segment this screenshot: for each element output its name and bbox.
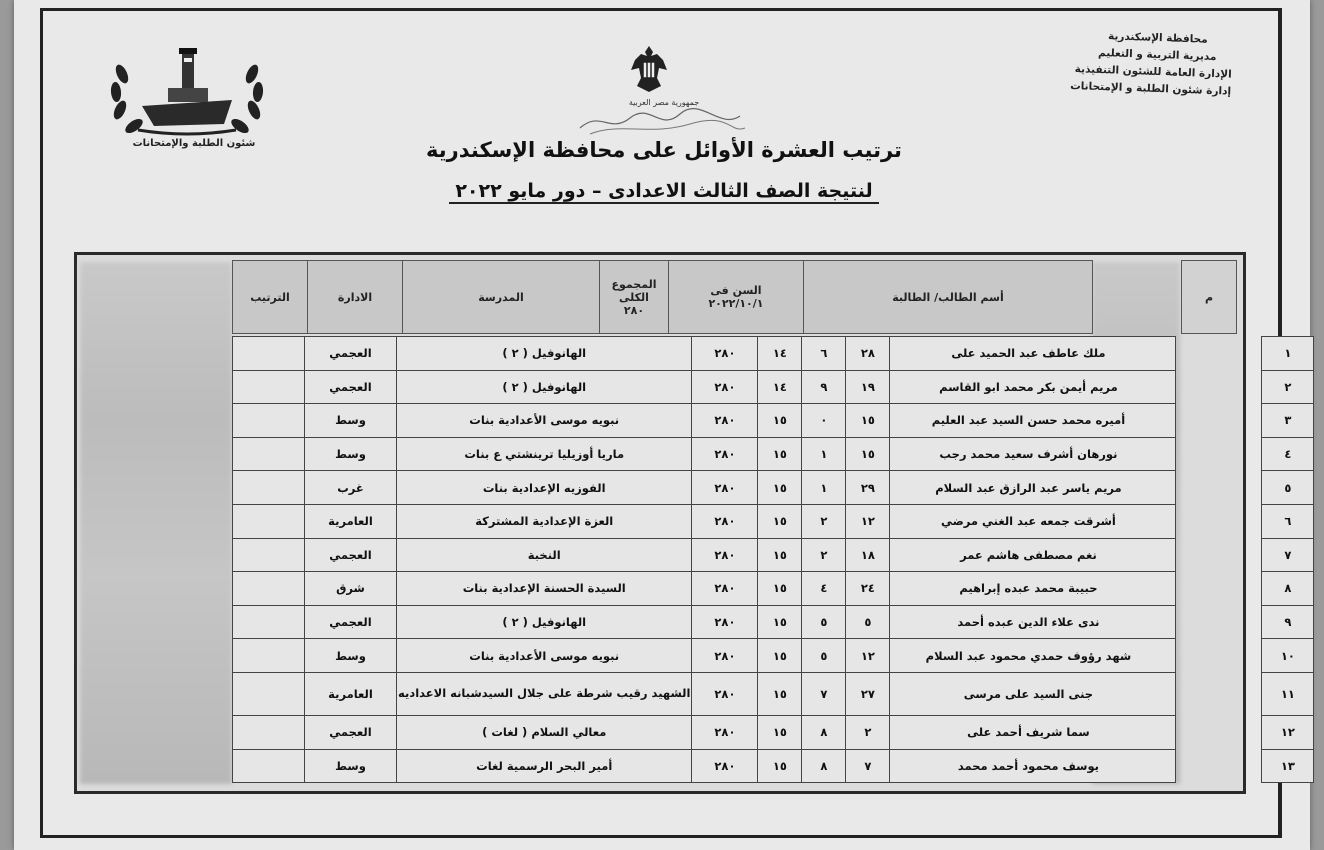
total-score: ٢٨٠ bbox=[692, 337, 758, 371]
age-months: ٨ bbox=[802, 715, 846, 749]
age-months: ٦ bbox=[802, 337, 846, 371]
age-days: ١٢ bbox=[846, 639, 890, 673]
student-name: يوسف محمود أحمد محمد bbox=[890, 749, 1176, 783]
redacted-cell bbox=[1176, 749, 1262, 783]
administration: العجمي bbox=[305, 337, 397, 371]
age-days: ١٢ bbox=[846, 504, 890, 538]
header-total-label: المجموع الكلى bbox=[611, 277, 657, 304]
administration: وسط bbox=[305, 749, 397, 783]
student-name: نغم مصطفى هاشم عمر bbox=[890, 538, 1176, 572]
table-row bbox=[233, 672, 1314, 715]
age-months: ٢ bbox=[802, 538, 846, 572]
administration: العجمي bbox=[305, 715, 397, 749]
redacted-cell bbox=[1176, 437, 1262, 471]
age-days: ٢٧ bbox=[846, 672, 890, 715]
school-name: العزة الإعدادية المشتركة bbox=[397, 504, 692, 538]
age-months: ٨ bbox=[802, 749, 846, 783]
row-index: ٤ bbox=[1262, 437, 1314, 471]
header-rank: الترتيب bbox=[233, 261, 308, 334]
age-years: ١٥ bbox=[758, 572, 802, 606]
rank-cell bbox=[233, 749, 305, 783]
administration: العجمي bbox=[305, 605, 397, 639]
total-score: ٢٨٠ bbox=[692, 404, 758, 438]
header-admin: الادارة bbox=[308, 261, 403, 334]
redacted-cell bbox=[1176, 471, 1262, 505]
age-months: ٩ bbox=[802, 370, 846, 404]
table-row bbox=[233, 715, 1314, 749]
age-days: ١٥ bbox=[846, 437, 890, 471]
school-name: الفوزيه الإعدادية بنات bbox=[397, 471, 692, 505]
age-years: ١٥ bbox=[758, 715, 802, 749]
rank-cell bbox=[233, 370, 305, 404]
age-months: ٤ bbox=[802, 572, 846, 606]
row-index: ١٠ bbox=[1262, 639, 1314, 673]
age-days: ٧ bbox=[846, 749, 890, 783]
table-row bbox=[233, 471, 1314, 505]
rank-cell bbox=[233, 572, 305, 606]
header-total bbox=[600, 261, 669, 334]
school-name: النخبة bbox=[397, 538, 692, 572]
redacted-cell bbox=[1176, 672, 1262, 715]
table-row bbox=[233, 404, 1314, 438]
document-subtitle-text: لنتيجة الصف الثالث الاعدادى – دور مايو ٢٠٢٢ bbox=[449, 180, 878, 204]
age-years: ١٤ bbox=[758, 370, 802, 404]
school-name: أمير البحر الرسمية لغات bbox=[397, 749, 692, 783]
age-days: ١٩ bbox=[846, 370, 890, 404]
row-index: ٨ bbox=[1262, 572, 1314, 606]
rank-cell bbox=[233, 437, 305, 471]
rank-cell bbox=[233, 538, 305, 572]
total-score: ٢٨٠ bbox=[692, 639, 758, 673]
eagle-emblem-icon bbox=[624, 42, 674, 100]
age-days: ٢٩ bbox=[846, 471, 890, 505]
redacted-cell bbox=[1176, 404, 1262, 438]
student-name: أشرقت جمعه عبد الغني مرضي bbox=[890, 504, 1176, 538]
document-title: ترتيب العشرة الأوائل على محافظة الإسكندرية bbox=[426, 138, 902, 162]
authority-line: محافظة الإسكندرية bbox=[1107, 30, 1208, 46]
row-index: ٥ bbox=[1262, 471, 1314, 505]
header-age bbox=[669, 261, 804, 334]
table-row bbox=[233, 749, 1314, 783]
results-table-header bbox=[232, 260, 1237, 334]
age-months: ٢ bbox=[802, 504, 846, 538]
total-score: ٢٨٠ bbox=[692, 504, 758, 538]
row-index: ٩ bbox=[1262, 605, 1314, 639]
age-years: ١٥ bbox=[758, 672, 802, 715]
signature-scribble bbox=[570, 104, 750, 138]
total-score: ٢٨٠ bbox=[692, 672, 758, 715]
header-school: المدرسة bbox=[403, 261, 600, 334]
table-row bbox=[233, 605, 1314, 639]
authority-line: إدارة شئون الطلبة و الإمتحانات bbox=[1069, 79, 1232, 98]
school-name: السيدة الحسنة الإعدادية بنات bbox=[397, 572, 692, 606]
age-months: ٧ bbox=[802, 672, 846, 715]
age-years: ١٥ bbox=[758, 437, 802, 471]
row-index: ١١ bbox=[1262, 672, 1314, 715]
redacted-cell bbox=[1176, 715, 1262, 749]
rank-cell bbox=[233, 639, 305, 673]
age-years: ١٤ bbox=[758, 337, 802, 371]
age-years: ١٥ bbox=[758, 538, 802, 572]
authority-line: مديرية التربية و التعليم bbox=[1097, 46, 1217, 64]
total-score: ٢٨٠ bbox=[692, 572, 758, 606]
total-score: ٢٨٠ bbox=[692, 749, 758, 783]
rank-cell bbox=[233, 471, 305, 505]
row-index: ١٢ bbox=[1262, 715, 1314, 749]
table-row bbox=[233, 370, 1314, 404]
administration: شرق bbox=[305, 572, 397, 606]
student-name: مريم أيمن بكر محمد ابو القاسم bbox=[890, 370, 1176, 404]
row-index: ٦ bbox=[1262, 504, 1314, 538]
administration: غرب bbox=[305, 471, 397, 505]
student-name: نورهان أشرف سعيد محمد رجب bbox=[890, 437, 1176, 471]
total-score: ٢٨٠ bbox=[692, 437, 758, 471]
student-name: أميره محمد حسن السيد عبد العليم bbox=[890, 404, 1176, 438]
age-days: ٢٨ bbox=[846, 337, 890, 371]
header-total-max: ٢٨٠ bbox=[623, 303, 645, 317]
redacted-cell bbox=[1176, 370, 1262, 404]
results-table-body bbox=[232, 336, 1314, 783]
school-name: نبويه موسى الأعدادية بنات bbox=[397, 404, 692, 438]
administration: وسط bbox=[305, 437, 397, 471]
age-years: ١٥ bbox=[758, 605, 802, 639]
school-name: ماريا أوزيليا ترينشتي ع بنات bbox=[397, 437, 692, 471]
document-subtitle bbox=[394, 180, 934, 202]
school-name: الهانوفيل ( ٢ ) bbox=[397, 605, 692, 639]
header-name: أسم الطالب/ الطالبة bbox=[804, 261, 1093, 334]
lighthouse-ship-wreath-icon bbox=[102, 44, 272, 144]
redacted-cell bbox=[1176, 572, 1262, 606]
age-years: ١٥ bbox=[758, 404, 802, 438]
authority-line: الإدارة العامة للشئون التنفيذية bbox=[1074, 63, 1232, 81]
redacted-cell bbox=[1176, 639, 1262, 673]
row-index: ٧ bbox=[1262, 538, 1314, 572]
redacted-cell bbox=[1176, 337, 1262, 371]
table-row bbox=[233, 504, 1314, 538]
emblem-caption: جمهورية مصر العربية bbox=[628, 98, 700, 107]
rank-cell bbox=[233, 504, 305, 538]
school-name: الهانوفيل ( ٢ ) bbox=[397, 370, 692, 404]
age-years: ١٥ bbox=[758, 639, 802, 673]
administration: العامرية bbox=[305, 672, 397, 715]
table-row bbox=[233, 437, 1314, 471]
redacted-cell bbox=[1176, 504, 1262, 538]
rank-cell bbox=[233, 404, 305, 438]
rank-cell bbox=[233, 605, 305, 639]
administration: العجمي bbox=[305, 538, 397, 572]
age-months: ٥ bbox=[802, 639, 846, 673]
age-years: ١٥ bbox=[758, 504, 802, 538]
administration: العامرية bbox=[305, 504, 397, 538]
school-name: الهانوفيل ( ٢ ) bbox=[397, 337, 692, 371]
row-index: ١٣ bbox=[1262, 749, 1314, 783]
administration: وسط bbox=[305, 639, 397, 673]
row-index: ٢ bbox=[1262, 370, 1314, 404]
age-months: ٠ bbox=[802, 404, 846, 438]
rank-cell bbox=[233, 715, 305, 749]
age-months: ١ bbox=[802, 471, 846, 505]
table-row bbox=[233, 538, 1314, 572]
student-name: سما شريف أحمد على bbox=[890, 715, 1176, 749]
redacted-cell bbox=[1176, 605, 1262, 639]
header-age-label: السن فى bbox=[710, 284, 762, 297]
table-row bbox=[233, 337, 1314, 371]
row-index: ١ bbox=[1262, 337, 1314, 371]
redacted-cell bbox=[1176, 538, 1262, 572]
total-score: ٢٨٠ bbox=[692, 538, 758, 572]
total-score: ٢٨٠ bbox=[692, 605, 758, 639]
school-name: الشهيد رقيب شرطة على جلال السيدشبانه الاعداديه bbox=[397, 672, 692, 715]
administration: وسط bbox=[305, 404, 397, 438]
age-months: ٥ bbox=[802, 605, 846, 639]
redacted-column-left bbox=[80, 262, 232, 784]
age-years: ١٥ bbox=[758, 749, 802, 783]
logo-caption: شئون الطلبة والإمتحانات bbox=[132, 138, 256, 149]
student-name: جنى السيد على مرسى bbox=[890, 672, 1176, 715]
header-index: م bbox=[1182, 261, 1237, 334]
age-years: ١٥ bbox=[758, 471, 802, 505]
age-days: ١٨ bbox=[846, 538, 890, 572]
table-row bbox=[233, 572, 1314, 606]
student-name: مريم ياسر عبد الرازق عبد السلام bbox=[890, 471, 1176, 505]
age-days: ١٥ bbox=[846, 404, 890, 438]
age-months: ١ bbox=[802, 437, 846, 471]
rank-cell bbox=[233, 672, 305, 715]
row-index: ٣ bbox=[1262, 404, 1314, 438]
age-days: ٢٤ bbox=[846, 572, 890, 606]
student-name: ندى علاء الدين عبده أحمد bbox=[890, 605, 1176, 639]
table-row bbox=[233, 639, 1314, 673]
age-days: ٥ bbox=[846, 605, 890, 639]
rank-cell bbox=[233, 337, 305, 371]
school-name: معالي السلام ( لغات ) bbox=[397, 715, 692, 749]
total-score: ٢٨٠ bbox=[692, 370, 758, 404]
school-name: نبويه موسى الأعدادية بنات bbox=[397, 639, 692, 673]
age-days: ٢ bbox=[846, 715, 890, 749]
issuing-authority bbox=[1069, 27, 1233, 100]
student-name: ملك عاطف عبد الحميد على bbox=[890, 337, 1176, 371]
total-score: ٢٨٠ bbox=[692, 471, 758, 505]
header-age-date: ٢٠٢٢/١٠/١ bbox=[708, 297, 764, 310]
total-score: ٢٨٠ bbox=[692, 715, 758, 749]
student-name: حبيبة محمد عبده إبراهيم bbox=[890, 572, 1176, 606]
student-name: شهد رؤوف حمدي محمود عبد السلام bbox=[890, 639, 1176, 673]
administration: العجمي bbox=[305, 370, 397, 404]
